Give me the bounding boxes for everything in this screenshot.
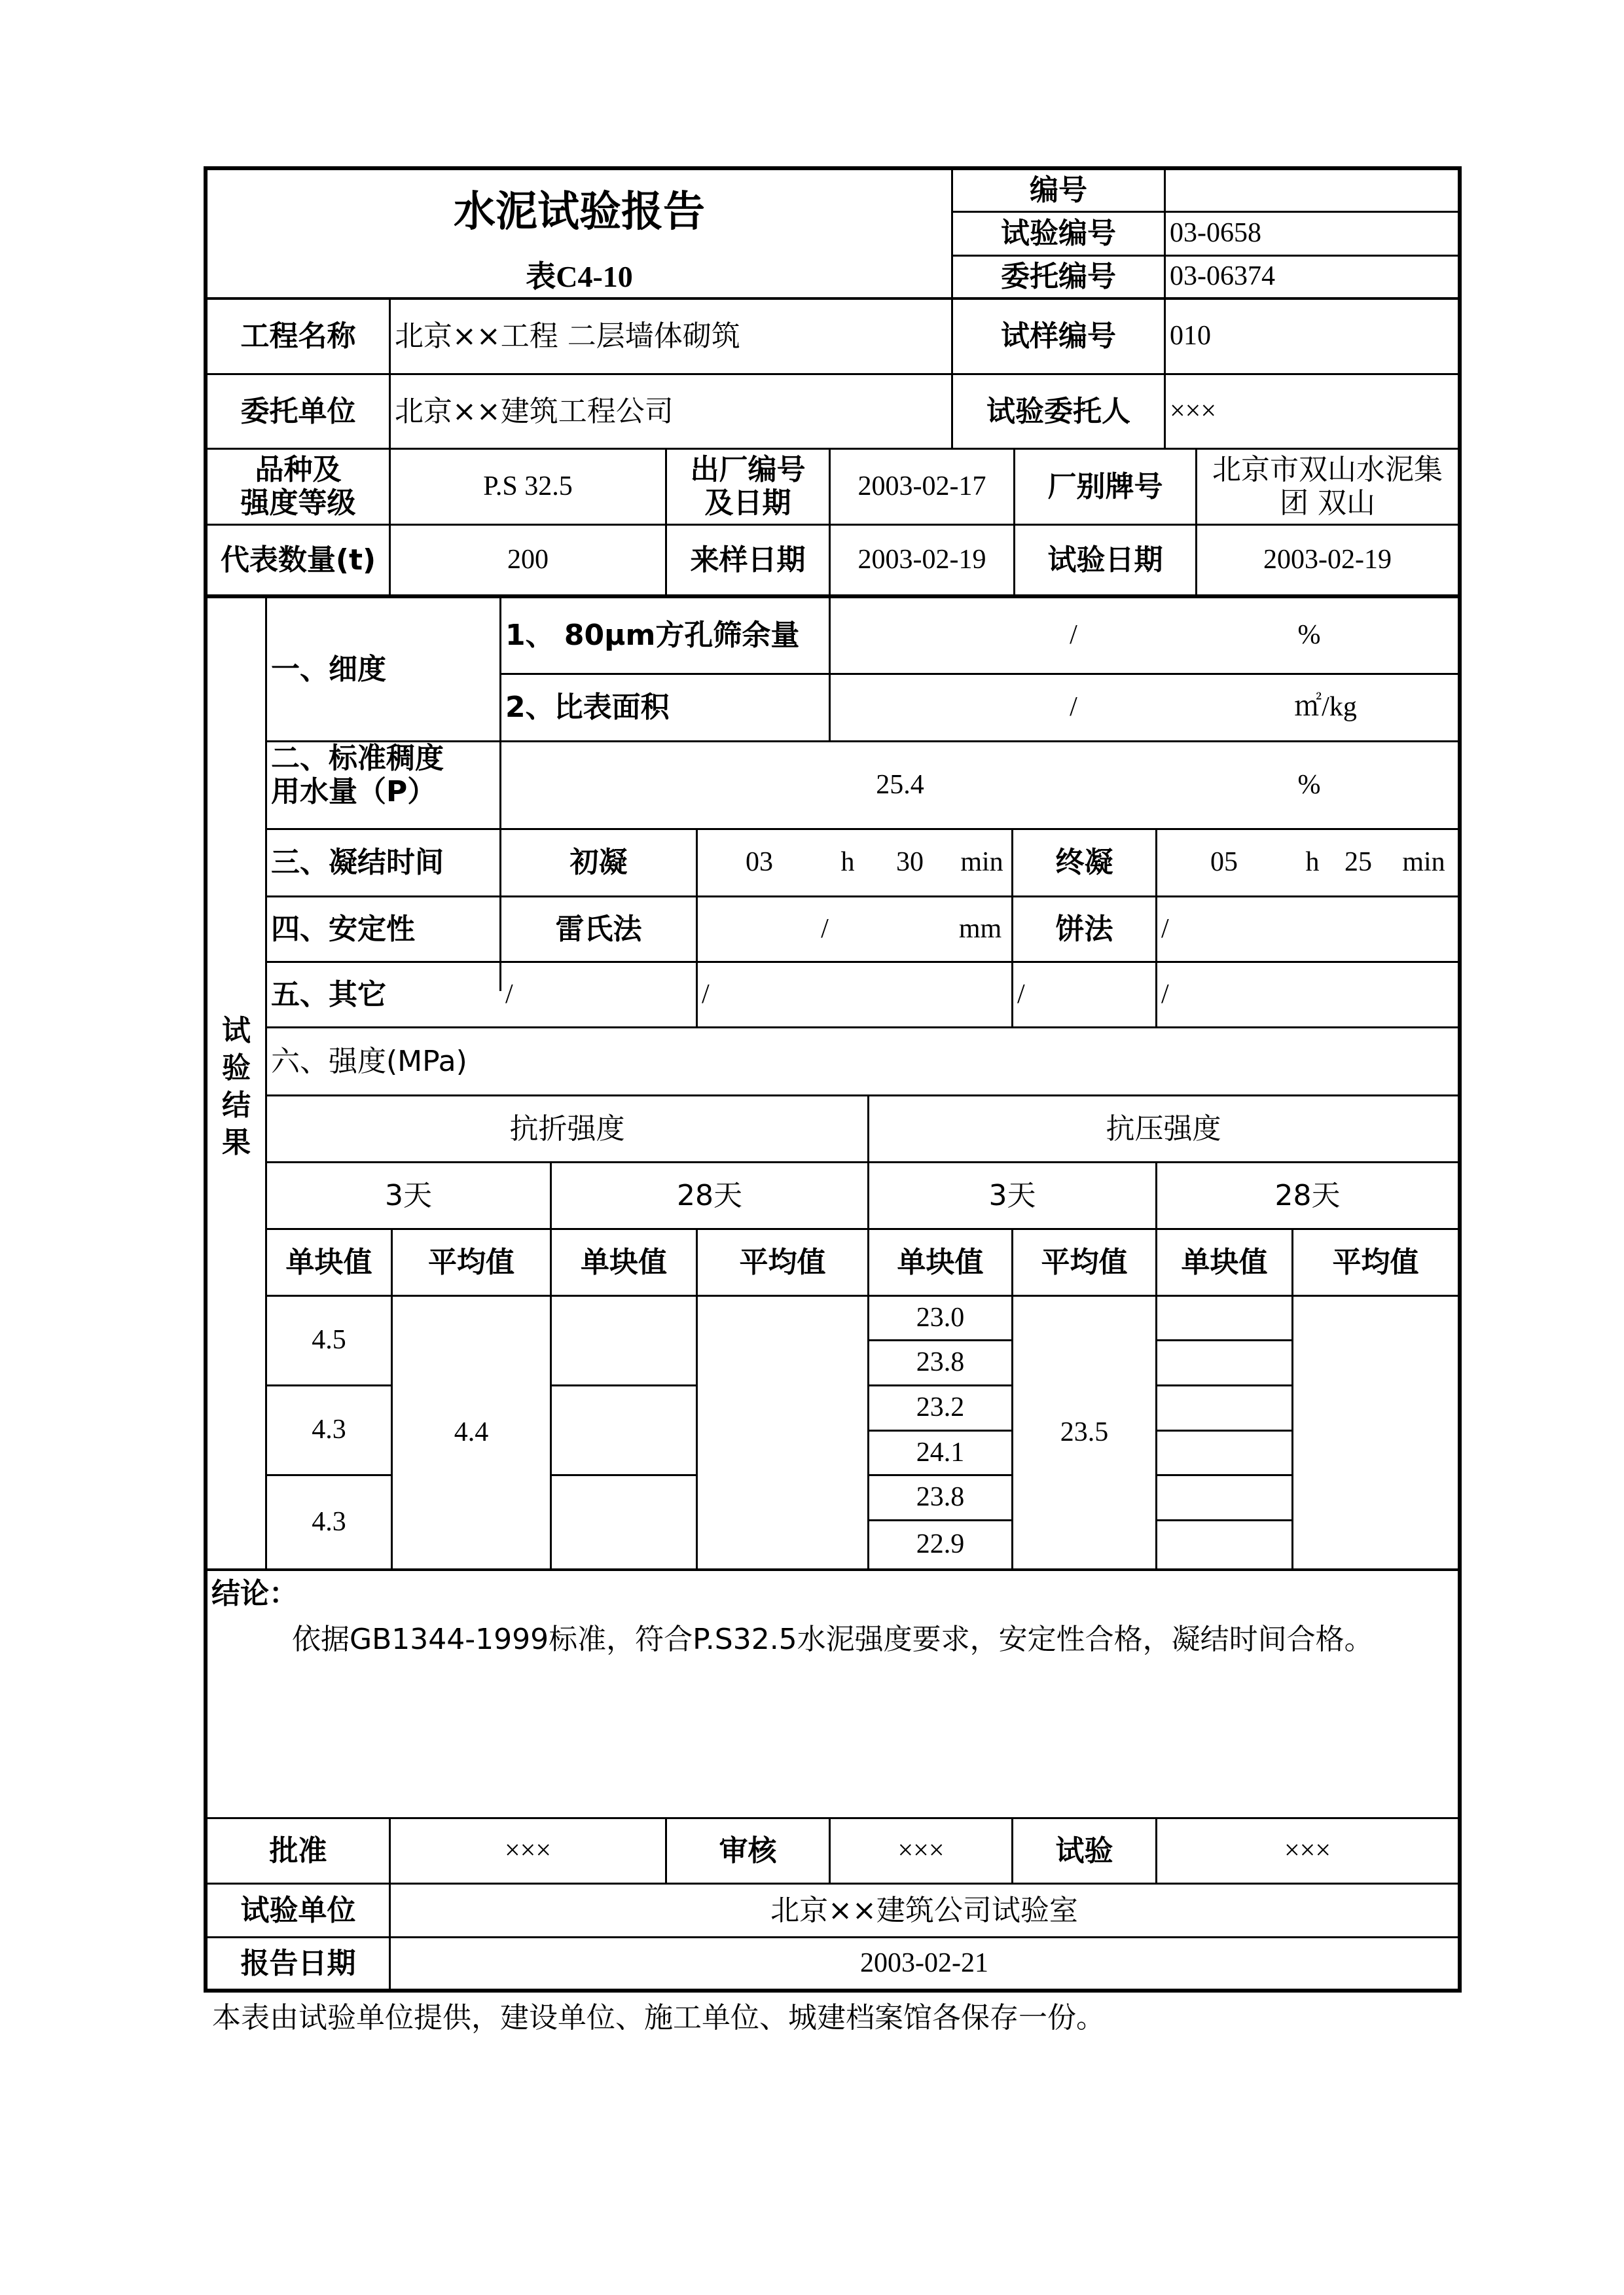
cake-value: / bbox=[1161, 913, 1169, 944]
client-label: 委托单位 bbox=[240, 394, 356, 428]
bianhao-label: 编号 bbox=[1030, 173, 1087, 208]
test-date: 2003-02-19 bbox=[1263, 544, 1392, 575]
strength-label: 六、强度(MPa) bbox=[271, 1044, 467, 1078]
client-value: 北京××建筑工程公司 bbox=[395, 394, 674, 428]
report-title: 水泥试验报告 bbox=[454, 188, 705, 237]
results-side-label bbox=[208, 1002, 265, 1172]
brand-label: 厂别牌号 bbox=[1047, 469, 1163, 503]
flex3-average-header: 平均值 bbox=[428, 1245, 514, 1279]
test-date-label: 试验日期 bbox=[1047, 543, 1163, 577]
brand-value-line1: 北京市双山水泥集 bbox=[1212, 452, 1443, 486]
comp3-average-header: 平均值 bbox=[1041, 1245, 1128, 1279]
setting-label: 三、凝结时间 bbox=[271, 846, 444, 880]
grade-label-line1: 品种及 bbox=[255, 452, 342, 486]
flex28-average-header: 平均值 bbox=[739, 1245, 826, 1279]
water-label-line1: 二、标准稠度 bbox=[271, 742, 444, 775]
flex3-value-1: 4.5 bbox=[312, 1325, 346, 1356]
side-char-2: 验 bbox=[222, 1051, 251, 1085]
factory-no-label-line1: 出厂编号 bbox=[690, 452, 806, 486]
leshi-unit: mm bbox=[958, 913, 1002, 944]
test-no-label: 试验编号 bbox=[1001, 217, 1116, 251]
comp3-value-2: 23.8 bbox=[916, 1347, 965, 1378]
comp-28day-header: 28天 bbox=[1274, 1178, 1341, 1212]
flex3-value-2: 4.3 bbox=[312, 1415, 346, 1445]
entrust-no-value: 03-06374 bbox=[1170, 261, 1275, 292]
initial-min-unit: min bbox=[960, 847, 1003, 878]
comp28-single-header: 单块值 bbox=[1181, 1245, 1268, 1279]
comp3-value-5: 23.8 bbox=[916, 1482, 965, 1513]
sieve-unit: % bbox=[1297, 620, 1321, 651]
side-char-1: 试 bbox=[222, 1013, 251, 1047]
grade-label-line2: 强度等级 bbox=[240, 486, 356, 520]
sample-no-label: 试样编号 bbox=[1001, 319, 1116, 353]
qty-label: 代表数量(t) bbox=[220, 543, 376, 577]
side-char-4: 果 bbox=[222, 1126, 251, 1160]
sample-date: 2003-02-19 bbox=[857, 544, 986, 575]
requester-label: 试验委托人 bbox=[986, 394, 1130, 428]
other-value-2: / bbox=[702, 979, 710, 1009]
bianhao-value bbox=[1166, 170, 1458, 211]
leshi-value: / bbox=[821, 913, 829, 944]
sample-date-label: 来样日期 bbox=[690, 543, 806, 577]
cake-label: 饼法 bbox=[1055, 912, 1113, 946]
comp3-value-3: 23.2 bbox=[916, 1392, 965, 1423]
sieve-label: 1、 80μm方孔筛余量 bbox=[505, 619, 800, 653]
initial-minutes: 30 bbox=[896, 847, 924, 878]
comp28-average-header: 平均值 bbox=[1332, 1245, 1419, 1279]
brand-value-line2: 团 双山 bbox=[1280, 486, 1375, 520]
factory-no-label-line2: 及日期 bbox=[704, 486, 791, 520]
lab-value: 北京××建筑公司试验室 bbox=[770, 1893, 1078, 1927]
surface-unit: ㎡/kg bbox=[1294, 692, 1357, 723]
flex3-average: 4.4 bbox=[454, 1417, 489, 1447]
comp-3day-header: 3天 bbox=[988, 1178, 1036, 1212]
brand-value bbox=[1197, 450, 1458, 524]
factory-no-label bbox=[667, 450, 829, 524]
tester-value: ××× bbox=[1284, 1835, 1331, 1866]
leshi-label: 雷氏法 bbox=[555, 912, 642, 946]
approve-label: 批准 bbox=[269, 1834, 327, 1868]
test-no-value: 03-0658 bbox=[1170, 218, 1261, 249]
footnote: 本表由试验单位提供，建设单位、施工单位、城建档案馆各保存一份。 bbox=[212, 2001, 1105, 2035]
flex-28day-header: 28天 bbox=[677, 1178, 742, 1212]
side-char-3: 结 bbox=[222, 1089, 251, 1122]
factory-date: 2003-02-17 bbox=[857, 471, 986, 501]
final-h-unit: h bbox=[1305, 847, 1320, 878]
project-label: 工程名称 bbox=[240, 319, 356, 353]
other-label: 五、其它 bbox=[271, 977, 386, 1011]
conclusion-label: 结论： bbox=[211, 1577, 298, 1611]
final-hours: 05 bbox=[1210, 847, 1238, 878]
water-unit: % bbox=[1297, 769, 1321, 800]
final-label: 终凝 bbox=[1055, 846, 1113, 880]
initial-label: 初凝 bbox=[569, 846, 628, 880]
final-minutes: 25 bbox=[1344, 847, 1372, 878]
surface-label: 2、比表面积 bbox=[505, 691, 670, 725]
flexural-header: 抗折强度 bbox=[509, 1111, 625, 1146]
review-label: 审核 bbox=[719, 1834, 777, 1868]
report-date-label: 报告日期 bbox=[240, 1946, 356, 1980]
approve-value: ××× bbox=[504, 1835, 552, 1866]
comp3-single-header: 单块值 bbox=[897, 1245, 984, 1279]
flex3-single-header: 单块值 bbox=[285, 1245, 372, 1279]
initial-h-unit: h bbox=[840, 847, 855, 878]
water-label bbox=[267, 742, 503, 828]
flex3-value-3: 4.3 bbox=[312, 1506, 346, 1537]
fineness-label: 一、细度 bbox=[271, 652, 386, 686]
lab-label: 试验单位 bbox=[240, 1893, 356, 1927]
conclusion-text: 依据GB1344-1999标准，符合P.S32.5水泥强度要求，安定性合格，凝结时间合格。 bbox=[292, 1623, 1373, 1657]
water-label-line2: 用水量（P） bbox=[271, 774, 437, 808]
other-value-4: / bbox=[1161, 979, 1169, 1009]
requester-value: ××× bbox=[1170, 395, 1217, 426]
comp3-value-4: 24.1 bbox=[916, 1437, 965, 1468]
project-value: 北京××工程 二层墙体砌筑 bbox=[395, 319, 740, 353]
grade-value: P.S 32.5 bbox=[483, 471, 573, 501]
grade-label bbox=[208, 450, 389, 524]
other-value-1: / bbox=[505, 979, 513, 1009]
sieve-value: / bbox=[1070, 620, 1077, 651]
entrust-no-label: 委托编号 bbox=[1001, 260, 1116, 294]
soundness-label: 四、安定性 bbox=[271, 912, 415, 946]
report-date: 2003-02-21 bbox=[860, 1947, 988, 1978]
qty-value: 200 bbox=[507, 544, 549, 575]
comp3-value-1: 23.0 bbox=[916, 1302, 965, 1333]
comp3-average: 23.5 bbox=[1060, 1417, 1109, 1447]
compressive-header: 抗压强度 bbox=[1106, 1111, 1221, 1146]
final-min-unit: min bbox=[1402, 847, 1445, 878]
sample-no-value: 010 bbox=[1170, 321, 1211, 352]
comp3-value-6: 22.9 bbox=[916, 1529, 965, 1560]
flex-3day-header: 3天 bbox=[385, 1178, 432, 1212]
water-value: 25.4 bbox=[876, 769, 924, 800]
other-value-3: / bbox=[1017, 979, 1025, 1009]
review-value: ××× bbox=[897, 1835, 945, 1866]
tester-label: 试验 bbox=[1055, 1834, 1113, 1868]
flex28-single-header: 单块值 bbox=[581, 1245, 667, 1279]
initial-hours: 03 bbox=[746, 847, 773, 878]
form-number: 表C4-10 bbox=[526, 260, 633, 294]
surface-value: / bbox=[1070, 692, 1077, 723]
